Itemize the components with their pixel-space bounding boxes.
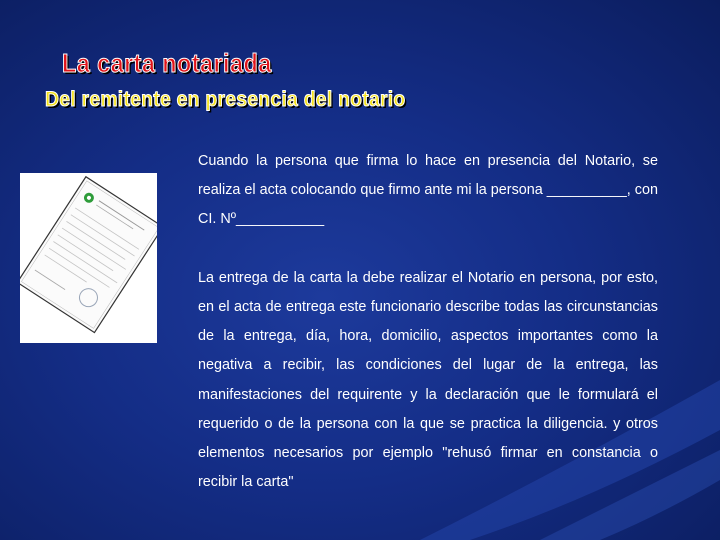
slide-subtitle: Del remitente en presencia del notario [45,88,406,111]
notarized-document-image [20,173,157,343]
slide-body [198,147,658,497]
document-illustration [20,173,157,343]
paragraph-delivery: La entrega de la carta la debe realizar el Notario en persona, por esto, en el acta de entrega este funcionario describe todas las circunstancias de la entrega, día, hora, domicilio, aspectos importantes como la negativa a recibir, las condiciones del lugar de la entrega, las manifestaciones del requirente y la declaración que le formulará el requerido o de la persona con la que se practica la diligencia. y otros elementos necesarios por ejemplo "rehusó firmar en constancia o recibir la carta" [198,269,658,491]
paragraph-notary-signature: Cuando la persona que firma lo hace en presencia del Notario, se realiza el acta colocando que firmo ante mi la persona __________, con CI. Nº___________ [198,153,659,228]
slide-title: La carta notariada [62,48,272,78]
